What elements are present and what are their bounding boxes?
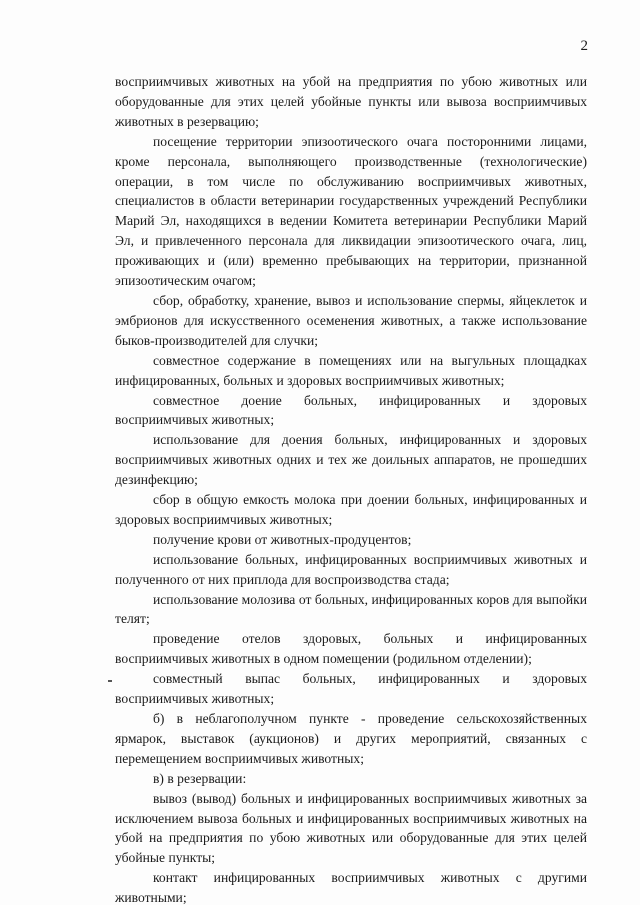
page-number: 2 <box>580 38 588 54</box>
paragraph: в) в резервации: <box>153 770 247 786</box>
paragraph: восприимчивых животных на убой на предприятия по убою животных или оборудованные для этих целей убойные пункты или вывоза восприимчивых животных в резервацию; <box>115 74 587 129</box>
paragraph: использование для доения больных, инфицированных и здоровых восприимчивых животных одних и тех же доильных аппаратов, не прошедших дезинфекцию; <box>115 432 587 488</box>
paragraph: б) в неблагополучном пункте - проведение сельскохозяйственных ярмарок, выставок (аукционов) и других мероприятий, связанных с перемещением восприимчивых животных; <box>115 711 587 766</box>
paragraph: использование молозива от больных, инфицированных коров для выпойки телят; <box>115 591 587 627</box>
document-body <box>115 72 587 908</box>
paragraph: сбор, обработку, хранение, вывоз и использование спермы, яйцеклеток и эмбрионов для искусственного осеменения животных, а также использование быков-производителей для случки; <box>115 292 587 348</box>
paragraph: посещение территории эпизоотического очага посторонними лицами, кроме персонала, выполняющего производственные (технологические) операции, в том числе по обслуживанию восприимчивых животных, специалистов в области ветеринарии государственных учреждений Республики Марий Эл, находящихся в ведении Комитета ветеринарии Республики Марий Эл, и привлеченного персонала для ликвидации эпизоотического очага, лиц, проживающих и (или) временно пребывающих на территории, признанной эпизоотическим очагом; <box>115 133 587 289</box>
paragraph: совместное содержание в помещениях или на выгульных площадках инфицированных, больных и здоровых восприимчивых животных; <box>115 352 587 388</box>
paragraph: получение крови от животных-продуцентов; <box>153 531 412 547</box>
paragraph: проведение отелов здоровых, больных и инфицированных восприимчивых животных в одном помещении (родильном отделении); <box>115 631 587 667</box>
paragraph: сбор в общую емкость молока при доении больных, инфицированных и здоровых восприимчивых животных; <box>115 492 587 527</box>
paragraph: совместное доение больных, инфицированных и здоровых восприимчивых животных; <box>115 392 587 428</box>
paragraph: совместный выпас больных, инфицированных и здоровых восприимчивых животных; <box>115 671 587 707</box>
margin-mark <box>108 680 112 682</box>
paragraph: использование больных, инфицированных восприимчивых животных и полученного от них приплода для воспроизводства стада; <box>115 551 587 587</box>
paragraph: вывоз (вывод) больных и инфицированных восприимчивых животных за исключением вывоза больных и инфицированных восприимчивых животных на убой на предприятия по убою животных или оборудованные для этих целей убойные пункты; <box>115 790 587 866</box>
paragraph: контакт инфицированных восприимчивых животных с другими животными; <box>115 870 587 906</box>
